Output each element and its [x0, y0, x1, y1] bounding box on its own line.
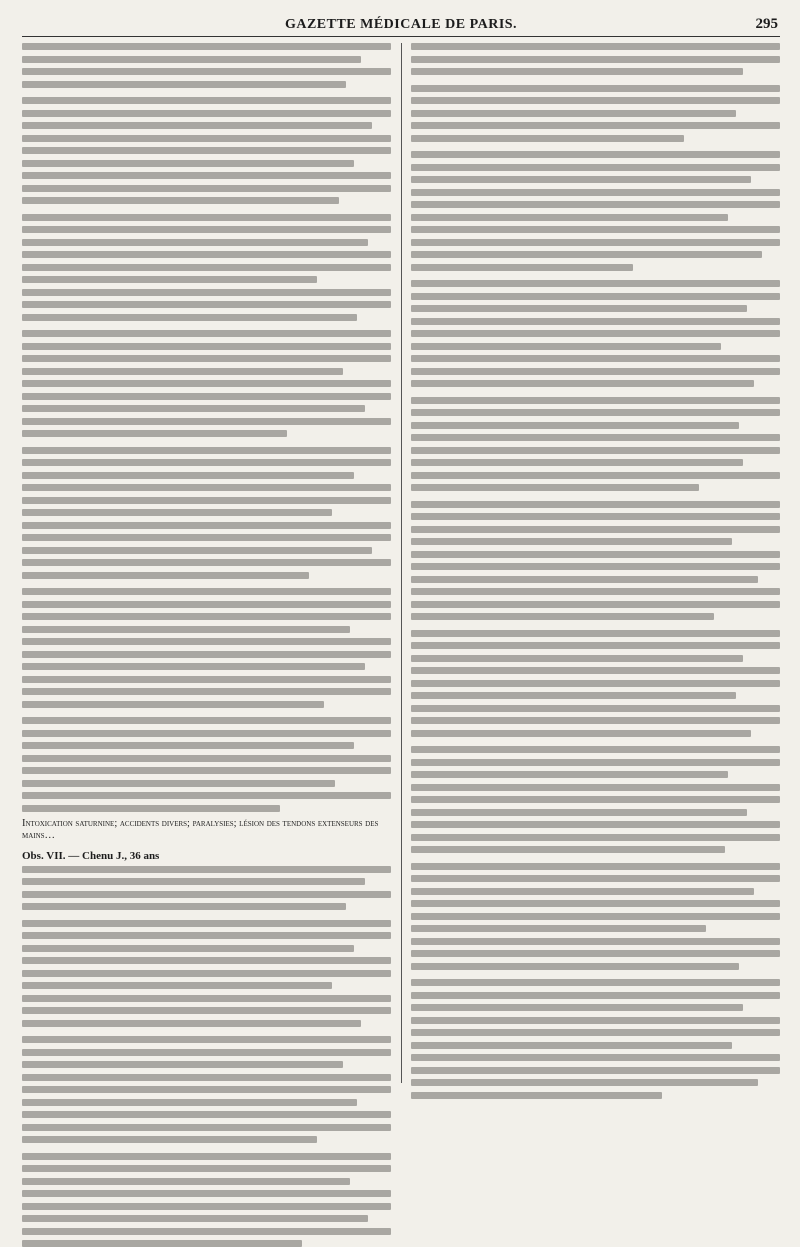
page-header: [22, 16, 780, 37]
text-line: [22, 160, 354, 167]
text-line: [411, 293, 780, 300]
text-line: [411, 251, 761, 258]
text-line: [411, 900, 780, 907]
text-line: [411, 189, 780, 196]
text-line: [411, 330, 780, 337]
text-line: [22, 866, 391, 873]
text-line: [411, 1054, 780, 1061]
text-line: [411, 397, 780, 404]
text-line: [22, 1007, 391, 1014]
text-line: [411, 655, 743, 662]
text-line: [411, 501, 780, 508]
text-line: [411, 642, 780, 649]
right-text-block: [411, 43, 780, 1099]
column-divider: [401, 43, 402, 1083]
text-line: [22, 214, 391, 221]
text-line: [22, 264, 391, 271]
text-line: [22, 343, 391, 350]
text-line: [22, 447, 391, 454]
text-line: [411, 264, 632, 271]
text-line: [22, 1049, 391, 1056]
text-line: [411, 913, 780, 920]
text-line: [22, 197, 339, 204]
text-line: [22, 1136, 317, 1143]
text-line: [411, 459, 743, 466]
text-line: [22, 56, 361, 63]
text-line: [411, 692, 735, 699]
text-line: [22, 1240, 302, 1247]
text-line: [22, 68, 391, 75]
text-line: [411, 434, 780, 441]
text-line: [22, 472, 354, 479]
text-line: [22, 891, 391, 898]
text-line: [411, 239, 780, 246]
text-line: [411, 226, 780, 233]
text-line: [22, 1074, 391, 1081]
text-line: [411, 1079, 757, 1086]
text-line: [22, 572, 309, 579]
text-line: [411, 950, 780, 957]
text-line: [411, 1004, 743, 1011]
text-line: [411, 730, 750, 737]
text-line: [22, 239, 368, 246]
text-line: [411, 85, 780, 92]
text-line: [22, 1153, 391, 1160]
text-line: [411, 1017, 780, 1024]
text-line: [22, 651, 391, 658]
text-line: [22, 701, 324, 708]
text-line: [22, 805, 280, 812]
text-line: [411, 409, 780, 416]
text-line: [22, 122, 372, 129]
text-line: [22, 81, 346, 88]
text-line: [411, 164, 780, 171]
text-line: [22, 676, 391, 683]
journal-title: GAZETTE MÉDICALE DE PARIS.: [22, 17, 780, 33]
text-line: [411, 746, 780, 753]
text-line: [22, 301, 391, 308]
text-line: [22, 792, 391, 799]
text-line: [411, 667, 780, 674]
text-line: [22, 717, 391, 724]
text-line: [411, 122, 780, 129]
text-line: [22, 355, 391, 362]
text-line: [411, 343, 721, 350]
text-line: [22, 1111, 391, 1118]
text-line: [22, 251, 391, 258]
text-line: [22, 484, 391, 491]
text-line: [411, 875, 780, 882]
text-line: [411, 796, 780, 803]
text-line: [22, 135, 391, 142]
page-number: 295: [756, 16, 779, 33]
text-line: [22, 1124, 391, 1131]
text-line: [411, 834, 780, 841]
text-line: [22, 730, 391, 737]
text-line: [22, 380, 391, 387]
text-line: [22, 945, 354, 952]
text-line: [22, 1036, 391, 1043]
text-line: [411, 771, 728, 778]
text-line: [411, 925, 706, 932]
text-line: [411, 305, 746, 312]
text-line: [22, 147, 391, 154]
text-line: [411, 56, 780, 63]
text-line: [22, 1215, 368, 1222]
text-line: [22, 780, 335, 787]
text-line: [411, 588, 780, 595]
text-line: [22, 1203, 391, 1210]
text-line: [22, 663, 365, 670]
left-column: [22, 43, 391, 1083]
text-line: [411, 717, 780, 724]
text-line: [22, 1099, 357, 1106]
text-line: [22, 559, 391, 566]
text-line: [411, 680, 780, 687]
text-line: [411, 888, 754, 895]
text-line: [22, 405, 365, 412]
text-line: [22, 418, 391, 425]
text-line: [411, 863, 780, 870]
text-line: [411, 214, 728, 221]
text-line: [411, 846, 724, 853]
text-line: [411, 318, 780, 325]
text-line: [22, 459, 391, 466]
text-line: [411, 992, 780, 999]
text-line: [22, 497, 391, 504]
text-line: [22, 995, 391, 1002]
text-line: [411, 1067, 780, 1074]
text-line: [22, 1086, 391, 1093]
text-line: [411, 68, 743, 75]
text-line: [411, 447, 780, 454]
text-line: [411, 526, 780, 533]
text-line: [411, 97, 780, 104]
text-line: [411, 1042, 732, 1049]
text-line: [22, 613, 391, 620]
text-line: [411, 135, 684, 142]
text-line: [411, 576, 757, 583]
text-line: [22, 276, 317, 283]
text-line: [22, 767, 391, 774]
text-line: [411, 705, 780, 712]
text-line: [411, 201, 780, 208]
text-line: [411, 630, 780, 637]
text-line: [22, 172, 391, 179]
text-line: [22, 226, 391, 233]
text-line: [22, 601, 391, 608]
text-line: [22, 43, 391, 50]
text-line: [22, 742, 354, 749]
text-line: [411, 422, 739, 429]
text-line: [411, 613, 713, 620]
text-line: [411, 43, 780, 50]
text-line: [411, 484, 698, 491]
left-text-block-1: [22, 43, 391, 812]
text-line: [22, 97, 391, 104]
text-line: [411, 759, 780, 766]
text-line: [22, 755, 391, 762]
text-line: [22, 547, 372, 554]
text-line: [22, 314, 357, 321]
text-columns: [22, 43, 780, 1083]
text-line: [22, 185, 391, 192]
text-line: [411, 1092, 662, 1099]
right-column: [411, 43, 780, 1083]
text-line: [411, 280, 780, 287]
text-line: [411, 809, 746, 816]
text-line: [22, 522, 391, 529]
text-line: [411, 538, 732, 545]
text-line: [22, 1165, 391, 1172]
text-line: [22, 1178, 350, 1185]
text-line: [411, 601, 780, 608]
text-line: [22, 878, 365, 885]
text-line: [22, 626, 350, 633]
text-line: [411, 513, 780, 520]
text-line: [411, 176, 750, 183]
text-line: [22, 330, 391, 337]
text-line: [22, 982, 332, 989]
text-line: [22, 920, 391, 927]
text-line: [411, 938, 780, 945]
text-line: [411, 963, 739, 970]
text-line: [22, 534, 391, 541]
text-line: [411, 355, 780, 362]
text-line: [411, 563, 780, 570]
section-heading: Intoxication saturnine; accidents divers; paralysies; lésion des tendons extenseurs des mains…: [22, 818, 391, 842]
text-line: [411, 821, 780, 828]
text-line: [22, 289, 391, 296]
text-line: [22, 368, 343, 375]
text-line: [411, 151, 780, 158]
text-line: [411, 368, 780, 375]
left-text-block-2: [22, 850, 391, 1247]
text-line: [411, 1029, 780, 1036]
text-line: [411, 784, 780, 791]
text-line: [22, 970, 391, 977]
text-line: [22, 1190, 391, 1197]
text-line: [22, 509, 332, 516]
text-line: [22, 957, 391, 964]
text-line: [22, 110, 391, 117]
text-line: [22, 688, 391, 695]
text-line: [411, 380, 754, 387]
text-line: [411, 110, 735, 117]
text-line: [411, 979, 780, 986]
text-line: [411, 551, 780, 558]
text-line: [22, 638, 391, 645]
text-line: [22, 393, 391, 400]
text-line: [22, 588, 391, 595]
text-line: [411, 472, 780, 479]
text-line: [22, 1228, 391, 1235]
observation-title: Obs. VII. — Chenu J., 36 ans: [22, 850, 391, 862]
text-line: [22, 1020, 361, 1027]
text-line: [22, 430, 287, 437]
text-line: [22, 1061, 343, 1068]
text-line: [22, 932, 391, 939]
text-line: [22, 903, 346, 910]
